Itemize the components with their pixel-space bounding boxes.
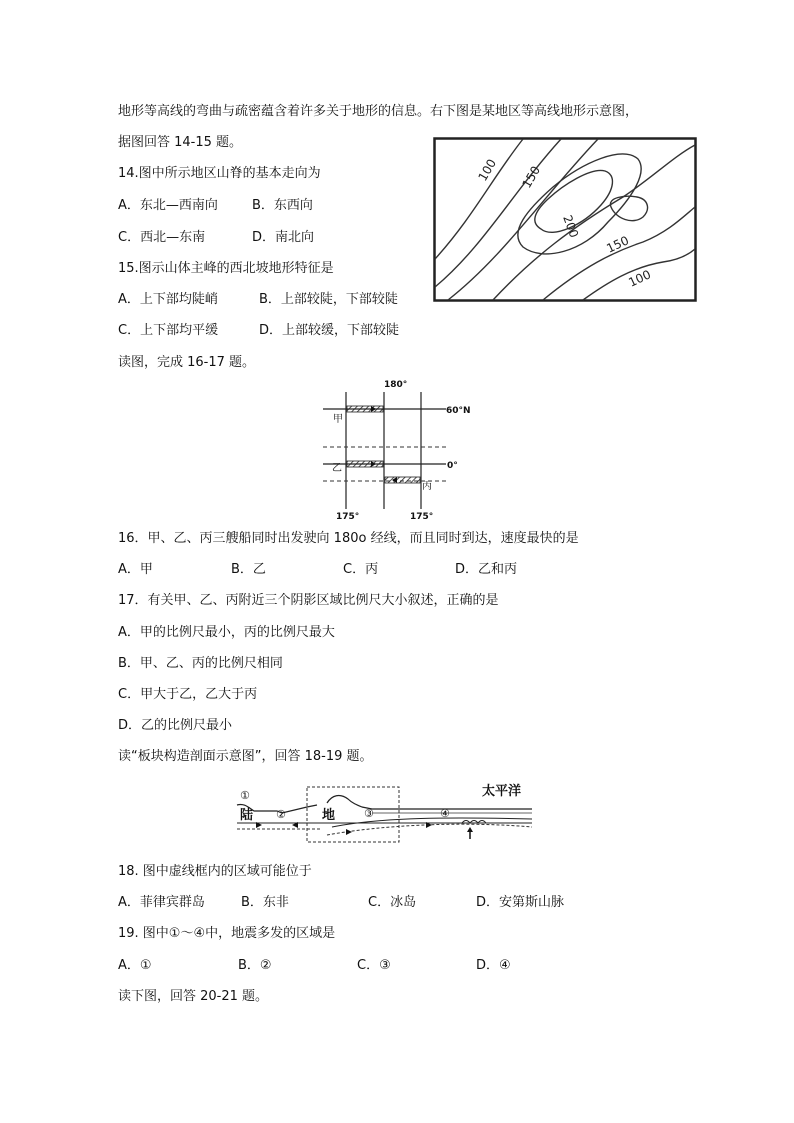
contour-map <box>433 137 697 302</box>
label-175-right: 175° <box>410 512 434 522</box>
q14-option-b: B．东西向 <box>252 198 313 213</box>
q17-option-a: A．甲的比例尺最小，丙的比例尺最大 <box>118 625 335 640</box>
q18-stem: 18. 图中虚线框内的区域可能位于 <box>118 864 312 879</box>
read-instruction-2: 读“板块构造剖面示意图”，回答 18-19 题。 <box>118 749 373 764</box>
q16-option-a: A．甲 <box>118 562 153 577</box>
q16-stem: 16．甲、乙、丙三艘船同时出发驶向 180o 经线，而且同时到达，速度最快的是 <box>118 531 579 546</box>
ship-label-jia: 甲 <box>333 414 343 425</box>
q18-option-a: A．菲律宾群岛 <box>118 895 205 910</box>
q16-option-d: D．乙和丙 <box>455 562 518 577</box>
contour-label-150-top: 150 <box>519 163 544 191</box>
q14-option-d: D．南北向 <box>252 230 315 245</box>
q19-stem: 19. 图中①～④中，地震多发的区域是 <box>118 926 336 941</box>
q14-option-c: C．西北—东南 <box>118 230 206 245</box>
q18-option-c: C．冰岛 <box>368 895 417 910</box>
plate-tectonics-diagram <box>232 777 540 845</box>
lat-long-map <box>318 377 498 525</box>
label-land-2: 地 <box>322 808 336 823</box>
q19-option-c: C．③ <box>357 958 391 973</box>
label-pacific: 太平洋 <box>482 784 522 799</box>
marker-2: ② <box>276 808 286 821</box>
q19-option-d: D．④ <box>476 958 511 973</box>
ship-label-bing: 丙 <box>422 481 432 492</box>
label-180: 180° <box>384 380 408 390</box>
q14-option-a: A．东北—西南向 <box>118 198 218 213</box>
q18-option-d: D．安第斯山脉 <box>476 895 565 910</box>
read-instruction-3: 读下图，回答 20-21 题。 <box>118 989 269 1004</box>
marker-3: ③ <box>364 807 374 820</box>
q17-option-c: C．甲大于乙，乙大于丙 <box>118 687 258 702</box>
q15-option-d: D．上部较缓，下部较陡 <box>259 323 400 338</box>
ship-label-yi: 乙 <box>332 463 342 474</box>
q14-stem: 14.图中所示地区山脊的基本走向为 <box>118 166 321 181</box>
label-60n: 60°N <box>446 406 471 416</box>
q15-option-c: C．上下部均平缓 <box>118 323 219 338</box>
q15-stem: 15.图示山体主峰的西北坡地形特征是 <box>118 261 334 276</box>
q19-option-a: A．① <box>118 958 152 973</box>
q17-stem: 17．有关甲、乙、丙附近三个阴影区域比例尺大小叙述，正确的是 <box>118 593 499 608</box>
q16-option-b: B．乙 <box>231 562 266 577</box>
intro-line-1: 地形等高线的弯曲与疏密蕴含着许多关于地形的信息。右下图是某地区等高线地形示意图， <box>118 104 639 119</box>
label-equator: 0° <box>447 461 458 471</box>
q18-option-b: B．东非 <box>241 895 289 910</box>
intro-line-2: 据图回答 14-15 题。 <box>118 135 243 150</box>
q15-option-b: B．上部较陡，下部较陡 <box>259 292 398 307</box>
marker-4: ④ <box>440 807 450 820</box>
contour-label-100-bottom: 100 <box>626 267 654 290</box>
q17-option-d: D．乙的比例尺最小 <box>118 718 233 733</box>
contour-label-150-right: 150 <box>604 233 632 256</box>
q15-option-a: A．上下部均陡峭 <box>118 292 218 307</box>
contour-label-200: 200 <box>560 213 582 240</box>
q17-option-b: B．甲、乙、丙的比例尺相同 <box>118 656 283 671</box>
q19-option-b: B．② <box>238 958 272 973</box>
marker-1: ① <box>240 789 250 802</box>
q16-option-c: C．丙 <box>343 562 379 577</box>
label-land-1: 陆 <box>240 808 254 823</box>
contour-label-100-top: 100 <box>475 156 500 184</box>
label-175-left: 175° <box>336 512 360 522</box>
read-instruction-1: 读图，完成 16-17 题。 <box>118 355 256 370</box>
